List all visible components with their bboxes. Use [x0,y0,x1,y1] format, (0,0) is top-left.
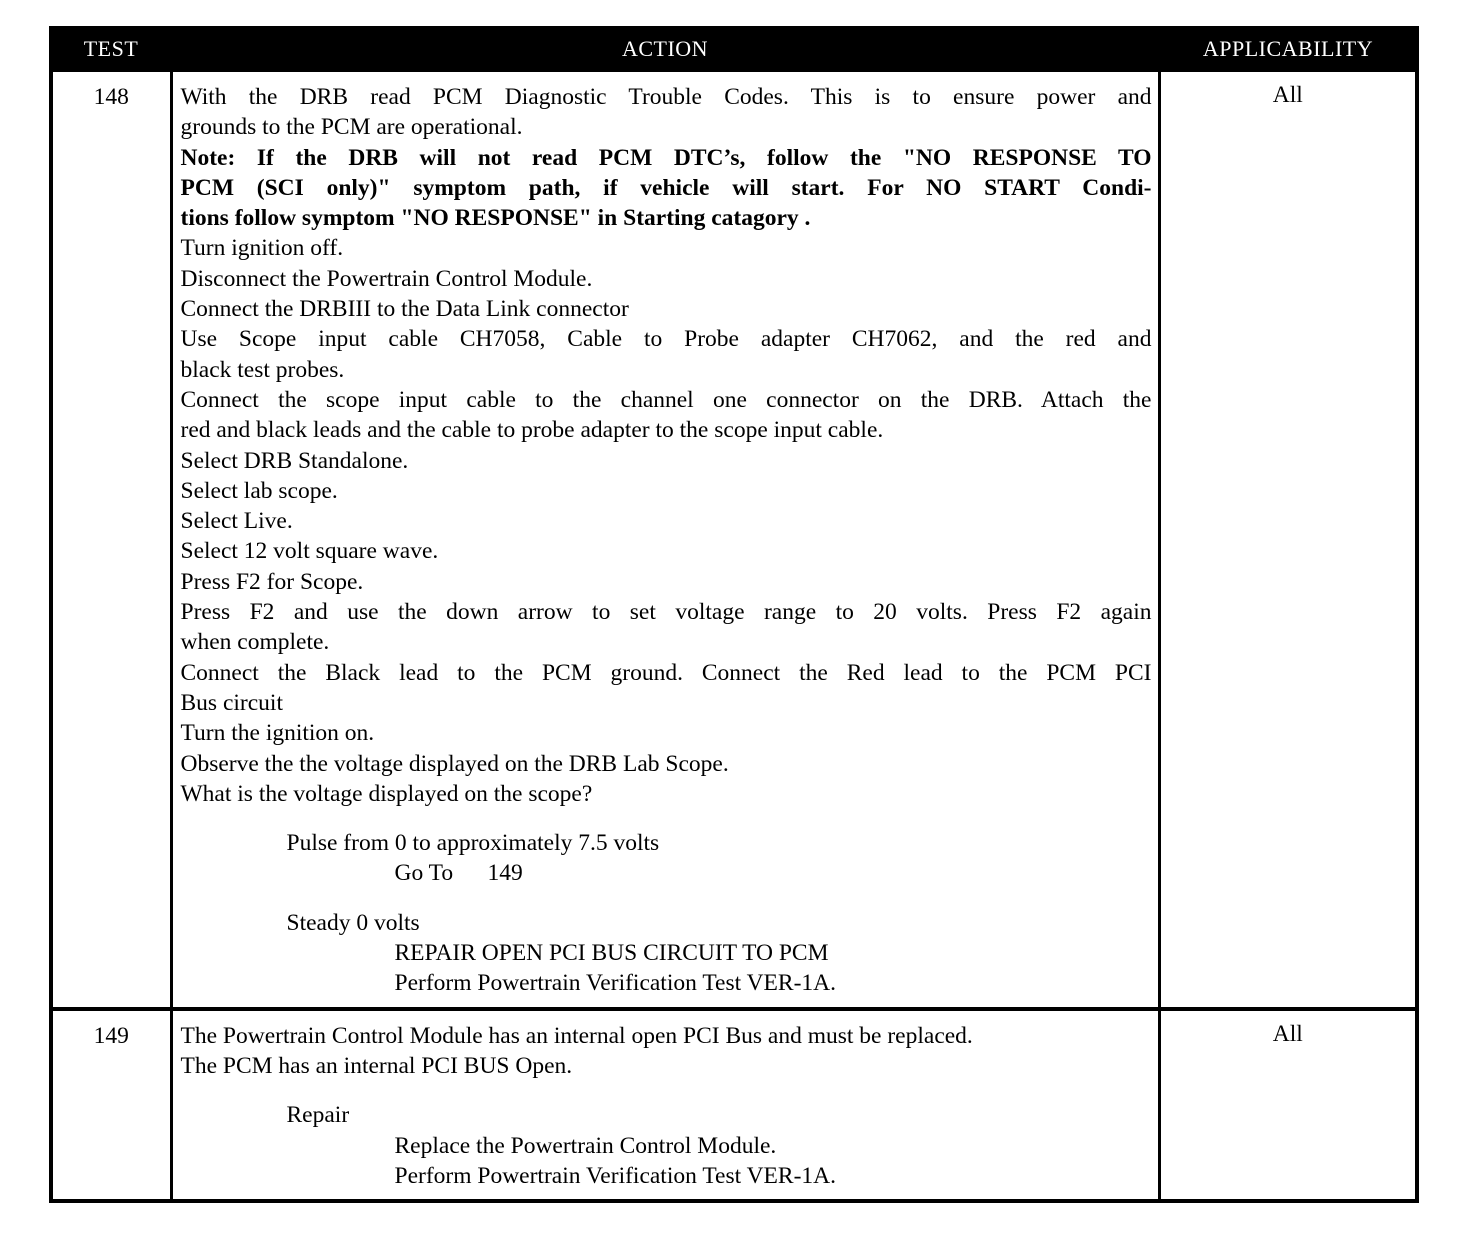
spacer [181,1081,1152,1100]
step-line: Press F2 for Scope. [180,568,364,595]
outcome-goto [181,858,1152,888]
header-applicability: APPLICABILITY [1159,28,1417,70]
step-line: Connect the scope input cable to the channel one connector on the DRB. Attach the [180,386,1152,413]
step-line: Press F2 and use the down arrow to set voltage range to 20 volts. Press F2 again [180,599,1152,626]
test-number: 149 [51,1009,171,1201]
step-line: Connect the DRBIII to the Data Link connector [180,296,629,323]
note-line: tions follow symptom "NO RESPONSE" in Starting catagory . [180,205,811,232]
outcome-action: Perform Powertrain Verification Test VER-1A. [394,970,837,997]
step-line: Observe the the voltage displayed on the DRB Lab Scope. [180,750,729,777]
table-row-test-148 [51,70,1417,1009]
step-line: when complete. [180,629,330,656]
step-line: Disconnect the Powertrain Control Module. [180,265,593,292]
table-row-test-149 [51,1009,1417,1201]
step-line: Connect the Black lead to the PCM ground. Connect the Red lead to the PCM PCI [180,659,1152,686]
table-header [51,28,1417,70]
diagnostic-table [49,26,1419,1203]
step-line: Select lab scope. [180,477,338,504]
step-line: black test probes. [180,356,345,383]
step-line: Select DRB Standalone. [180,447,409,474]
header-row [51,28,1417,70]
outcome-condition: Pulse from 0 to approximately 7.5 volts [286,830,660,857]
action-text-line: With the DRB read PCM Diagnostic Trouble Codes. This is to ensure power and [180,84,1152,110]
step-line: Select Live. [180,508,293,535]
outcome-action: REPAIR OPEN PCI BUS CIRCUIT TO PCM [394,940,829,967]
header-action: ACTION [171,28,1159,70]
step-line: Use Scope input cable CH7058, Cable to Probe adapter CH7062, and the red and [180,326,1152,353]
goto-label: Go To [394,860,454,887]
outcome-action: Perform Powertrain Verification Test VER-1A. [394,1162,837,1189]
goto-target: 149 [487,860,523,887]
spacer [181,889,1152,908]
action-text-line: The PCM has an internal PCI BUS Open. [180,1052,573,1079]
step-line: red and black leads and the cable to probe adapter to the scope input cable. [180,417,884,444]
step-line: Select 12 volt square wave. [180,538,439,565]
step-line: Bus circuit [180,689,283,716]
test-number: 148 [51,70,171,1009]
outcome-condition: Repair [286,1102,350,1129]
step-line: Turn the ignition on. [180,720,375,747]
spacer [181,809,1152,828]
note-line: PCM (SCI only)" symptom path, if vehicle will start. For NO START Condi- [180,174,1152,201]
action-text-line: grounds to the PCM are operational. [180,114,523,141]
action-cell [171,1009,1159,1201]
outcome-condition: Steady 0 volts [286,909,420,936]
action-cell [171,70,1159,1009]
header-test: TEST [51,28,171,70]
step-line: What is the voltage displayed on the scope? [180,780,593,807]
applicability-value: All [1159,70,1417,1009]
outcome-action: Replace the Powertrain Control Module. [394,1132,777,1159]
action-text-line: The Powertrain Control Module has an internal open PCI Bus and must be replaced. [180,1022,973,1049]
note-line: Note: If the DRB will not read PCM DTC’s, follow the "NO RESPONSE TO [180,144,1152,171]
step-line: Turn ignition off. [180,235,344,262]
applicability-value: All [1159,1009,1417,1201]
